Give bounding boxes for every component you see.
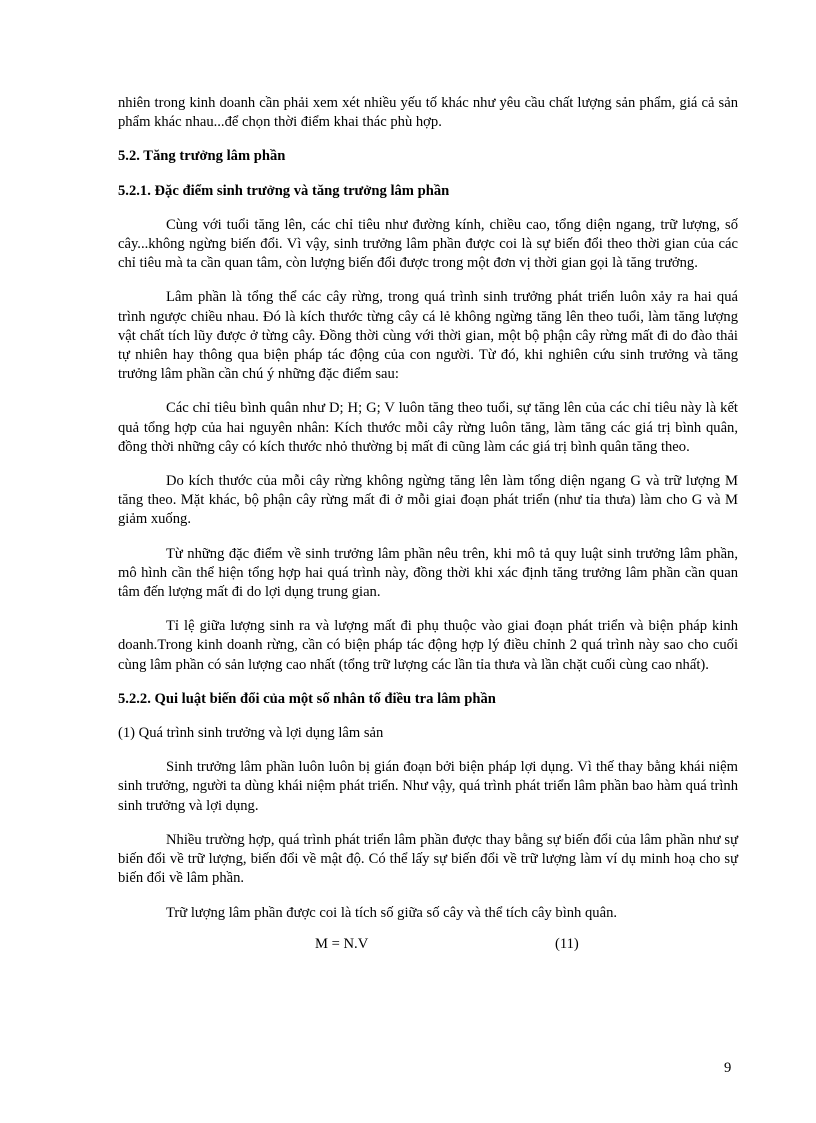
paragraph-volume-product: Trữ lượng lâm phần được coi là tích số giữa số cây và thể tích cây bình quân.	[166, 904, 618, 921]
paragraph-continuation: nhiên trong kinh doanh cần phải xem xét nhiều yếu tố khác như yêu cầu chất lượng sản phẩm, giá cả sản phẩm khác nhau...để chọn thời điểm khai thác phù hợp.	[118, 95, 738, 131]
paragraph-volume-change: Nhiều trường hợp, quá trình phát triển lâm phần được thay bằng sự biến đổi của lâm phần như sự biến đổi về trữ lượng, biến đổi về mật độ. Có thể lấy sự biến đổi về trữ lượng làm ví dụ minh hoạ cho sự biến đổi về lâm phần.	[118, 831, 738, 887]
paragraph-item-1: (1) Quá trình sinh trưởng và lợi dụng lâm sản	[118, 725, 384, 742]
paragraph-development: Sinh trưởng lâm phần luôn luôn bị gián đoạn bởi biện pháp lợi dụng. Vì thế thay bằng khái niệm sinh trưởng, người ta dùng khái niệm phát triển. Như vậy, quá trình phát triển lâm phần bao hàm quá trình sinh trưởng và lợi dụng.	[118, 759, 738, 814]
section-heading-5-2: 5.2. Tăng trưởng lâm phần	[118, 148, 286, 165]
subsection-heading-5-2-2: 5.2.2. Qui luật biến đổi của một số nhân tố điều tra lâm phần	[118, 690, 496, 707]
paragraph-growth-definition: Cùng với tuổi tăng lên, các chỉ tiêu như đường kính, chiều cao, tổng diện ngang, trữ lượng, số cây...không ngừng biến đổi. Vì vậy, sinh trưởng lâm phần được coi là sự biến đổi theo thời gian của các chỉ tiêu mà ta cần quan tâm, còn lượng biến đổi được trong một đơn vị thời gian gọi là tăng trưởng.	[118, 216, 738, 272]
formula-11	[118, 935, 738, 955]
paragraph-stand-processes: Lâm phần là tổng thể các cây rừng, trong quá trình sinh trưởng phát triển luôn xảy ra hai quá trình ngược chiều nhau. Đó là kích thước từng cây cá lẻ không ngừng tăng lên theo tuổi, làm tăng lượng vật chất tích lũy được ở từng cây. Đồng thời cùng với thời gian, một bộ phận cây rừng mất đi do đào thải tự nhiên hay thông qua biện pháp tác động của con người. Từ đó, khi nghiên cứu sinh trưởng và tăng trưởng lâm phần cần chú ý những đặc điểm sau:	[118, 289, 738, 383]
subsection-heading-5-2-1: 5.2.1. Đặc điểm sinh trưởng và tăng trưởng lâm phần	[118, 182, 450, 199]
formula-expression: M = N.V	[315, 935, 369, 952]
formula-number: (11)	[555, 935, 579, 952]
page-number: 9	[724, 1060, 732, 1076]
document-page	[118, 94, 738, 955]
paragraph-average-indicators: Các chỉ tiêu bình quân như D; H; G; V luôn tăng theo tuổi, sự tăng lên của các chỉ tiêu này là kết quả tổng hợp của hai nguyên nhân: Kích thước mỗi cây rừng luôn tăng, làm tăng các giá trị bình quân, đồng thời những cây có kích thước nhỏ thường bị mất đi cũng làm các giá trị bình quân tăng theo.	[118, 400, 738, 455]
paragraph-growth-model: Từ những đặc điểm về sinh trưởng lâm phần nêu trên, khi mô tả quy luật sinh trưởng lâm phần, mô hình cần thể hiện tổng hợp hai quá trình này, đồng thời khi xác định tăng trưởng lâm phần cần quan tâm đến lượng mất đi do lợi dụng trung gian.	[118, 545, 738, 601]
paragraph-basal-area-volume: Do kích thước của mỗi cây rừng không ngừng tăng lên làm tổng diện ngang G và trữ lượng M tăng theo. Mặt khác, bộ phận cây rừng mất đi ở mỗi giai đoạn phát triển (như tỉa thưa) làm cho G và M giảm xuống.	[118, 473, 738, 528]
paragraph-ratio-production: Tỉ lệ giữa lượng sinh ra và lượng mất đi phụ thuộc vào giai đoạn phát triển và biện pháp kinh doanh.Trong kinh doanh rừng, cần có biện pháp tác động hợp lý điều chỉnh 2 quá trình này sao cho cuối cùng lâm phần có sản lượng cao nhất (tổng trữ lượng các lần tỉa thưa và lần chặt cuối cùng cao nhất).	[118, 618, 738, 673]
